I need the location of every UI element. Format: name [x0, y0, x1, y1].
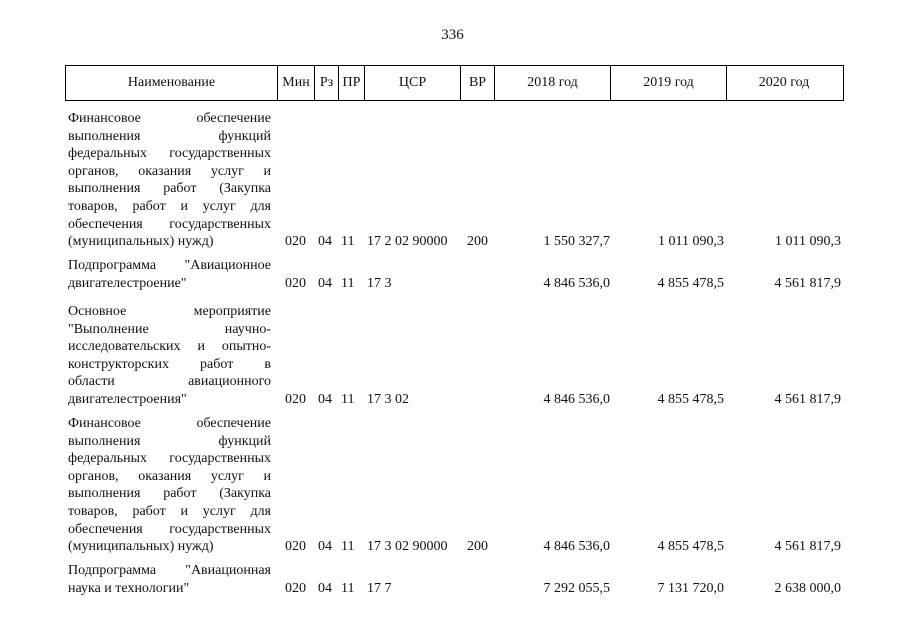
row-pr: 11: [341, 539, 355, 555]
row-pr: 11: [341, 580, 355, 596]
row-min: 020: [285, 580, 306, 596]
row-y2019: 7 131 720,0: [657, 580, 724, 596]
row-name-line: "Выполнение научно-: [68, 321, 271, 337]
row-name-line: товаров, работ и услуг для: [68, 198, 271, 214]
table-header: [65, 65, 844, 101]
row-rz: 04: [318, 392, 332, 407]
row-name-line: Финансовое обеспечение: [68, 416, 271, 431]
row-name-line: двигателестроение": [68, 275, 187, 291]
row-name-line: области авиационного: [68, 374, 271, 390]
row-name-line: (муниципальных) нужд): [68, 234, 214, 250]
row-y2019: 1 011 090,3: [658, 234, 724, 250]
row-csr: 17 3: [367, 275, 392, 291]
header-pr: ПР: [339, 66, 365, 100]
row-name-line: Основное мероприятие: [68, 304, 271, 319]
row-name-line: Подпрограмма "Авиационное: [68, 258, 271, 273]
row-name-line: выполнения работ (Закупка: [68, 181, 271, 197]
row-y2020: 2 638 000,0: [774, 580, 841, 596]
row-y2018: 4 846 536,0: [543, 275, 610, 291]
row-y2019: 4 855 478,5: [657, 392, 724, 407]
row-y2018: 1 550 327,7: [543, 234, 610, 250]
header-2020: 2020 год: [758, 75, 810, 90]
row-min: 020: [285, 392, 306, 407]
row-y2020: 4 561 817,9: [774, 539, 841, 555]
row-csr: 17 7: [367, 580, 392, 596]
row-csr: 17 3 02: [367, 392, 409, 407]
row-rz: 04: [318, 234, 332, 250]
row-vr: 200: [467, 539, 488, 555]
row-y2018: 7 292 055,5: [543, 580, 610, 596]
row-y2020: 4 561 817,9: [774, 275, 841, 291]
header-2018: 2018 год: [495, 66, 611, 100]
row-name-line: выполнения работ (Закупка: [68, 486, 271, 502]
header-name: Наименование: [66, 66, 278, 100]
row-name: [68, 415, 271, 556]
row-y2019: 4 855 478,5: [657, 275, 724, 291]
row-name-line: федеральных государственных: [68, 451, 271, 467]
row-name-line: двигателестроения": [68, 391, 187, 407]
row-name: [68, 110, 271, 251]
row-pr: 11: [341, 234, 355, 250]
row-y2018: 4 846 536,0: [543, 539, 610, 555]
row-pr: 11: [341, 392, 355, 407]
row-min: 020: [285, 234, 306, 250]
header-min: Мин: [278, 66, 315, 100]
row-name-line: (муниципальных) нужд): [68, 539, 214, 555]
row-name-line: выполнения функций: [68, 128, 271, 144]
row-name-line: наука и технологии": [68, 580, 190, 596]
page-number: 336: [441, 27, 464, 43]
row-name: [68, 562, 271, 597]
row-rz: 04: [318, 539, 332, 555]
row-vr: 200: [467, 234, 488, 250]
row-rz: 04: [318, 580, 332, 596]
row-name-line: органов, оказания услуг и: [68, 468, 271, 484]
row-name-line: органов, оказания услуг и: [68, 163, 271, 179]
row-csr: 17 3 02 90000: [367, 539, 448, 555]
row-name-line: выполнения функций: [68, 433, 271, 449]
row-name: [68, 257, 271, 292]
row-y2020: 1 011 090,3: [775, 234, 841, 250]
row-y2020: 4 561 817,9: [774, 392, 841, 407]
row-min: 020: [285, 275, 306, 291]
row-name-line: конструкторских работ в: [68, 356, 271, 372]
header-csr: ЦСР: [365, 66, 461, 100]
row-rz: 04: [318, 275, 332, 291]
row-csr: 17 2 02 90000: [367, 234, 448, 250]
row-name-line: федеральных государственных: [68, 146, 271, 162]
row-name: [68, 303, 271, 409]
row-pr: 11: [341, 275, 355, 291]
row-name-line: исследовательских и опытно-: [68, 339, 271, 355]
header-vr: ВР: [461, 66, 495, 100]
header-2019: 2019 год: [611, 66, 727, 100]
row-y2018: 4 846 536,0: [543, 392, 610, 407]
row-name-line: товаров, работ и услуг для: [68, 503, 271, 519]
row-name-line: обеспечения государственных: [68, 216, 271, 232]
row-min: 020: [285, 539, 306, 555]
row-name-line: Финансовое обеспечение: [68, 111, 271, 126]
row-y2019: 4 855 478,5: [657, 539, 724, 555]
row-name-line: обеспечения государственных: [68, 521, 271, 537]
header-rz: Рз: [315, 66, 339, 100]
row-name-line: Подпрограмма "Авиационная: [68, 563, 271, 578]
